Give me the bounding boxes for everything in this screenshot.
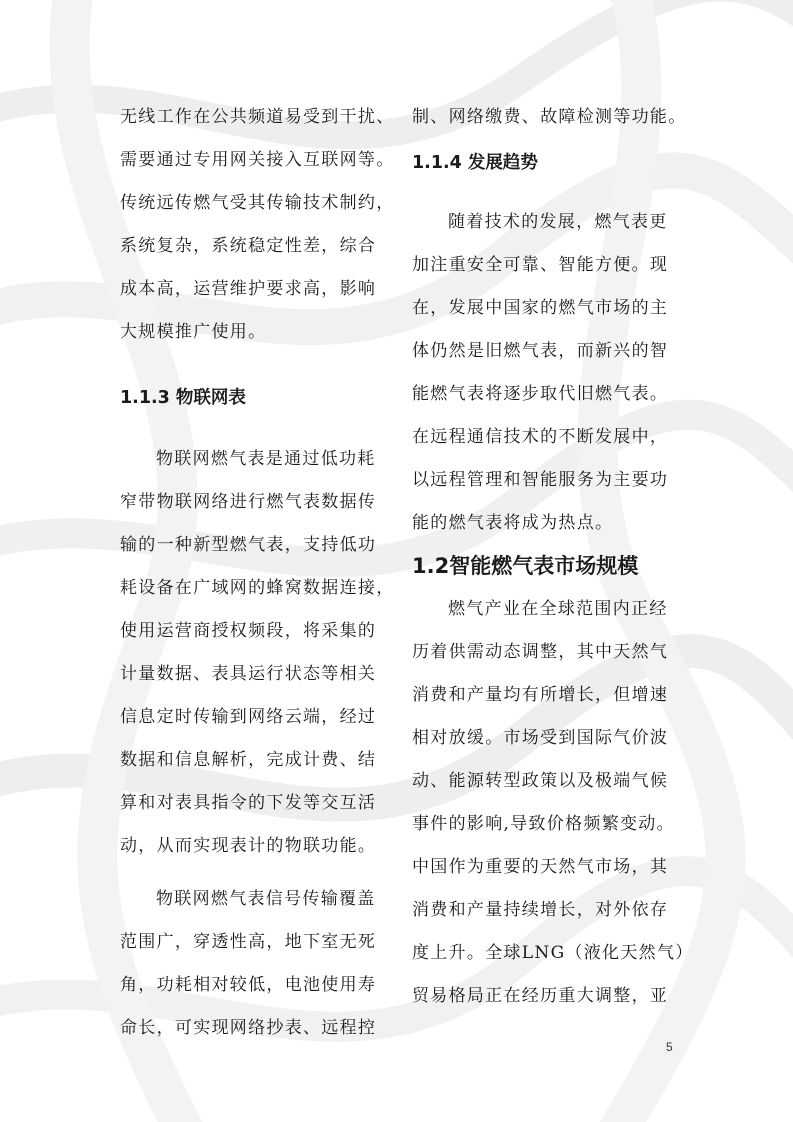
text-line: 度上升。全球LNG（液化天然气） bbox=[412, 943, 694, 963]
text-line: 历着供需动态调整，其中天然气 bbox=[412, 642, 669, 662]
text-line: 命长，可实现网络抄表、远程控 bbox=[120, 1018, 377, 1038]
text-line: 消费和产量均有所增长，但增速 bbox=[412, 685, 669, 705]
section-heading-1-1-4: 1.1.4 发展趋势 bbox=[412, 153, 538, 173]
text-line: 贸易格局正在经历重大调整，亚 bbox=[412, 986, 669, 1006]
text-line: 制、网络缴费、故障检测等功能。 bbox=[412, 107, 687, 127]
text-line: 成本高，运营维护要求高，影响 bbox=[120, 279, 377, 299]
text-line: 信息定时传输到网络云端，经过 bbox=[120, 707, 377, 727]
text-line: 算和对表具指令的下发等交互活 bbox=[120, 793, 377, 813]
section-heading-1-2: 1.2智能燃气表市场规模 bbox=[412, 554, 639, 578]
text-line: 燃气产业在全球范围内正经 bbox=[448, 599, 668, 619]
text-line: 相对放缓。市场受到国际气价波 bbox=[412, 728, 669, 748]
text-line: 无线工作在公共频道易受到干扰、 bbox=[120, 107, 395, 127]
text-line: 大规模推广使用。 bbox=[120, 322, 267, 342]
text-line: 随着技术的发展，燃气表更 bbox=[448, 212, 668, 232]
text-line: 使用运营商授权频段，将采集的 bbox=[120, 621, 377, 641]
text-line: 消费和产量持续增长，对外依存 bbox=[412, 900, 669, 920]
text-line: 加注重安全可靠、智能方便。现 bbox=[412, 255, 669, 275]
text-line: 事件的影响,导致价格频繁变动。 bbox=[412, 814, 675, 834]
text-line: 数据和信息解析，完成计费、结 bbox=[120, 750, 377, 770]
text-line: 窄带物联网络进行燃气表数据传 bbox=[120, 492, 377, 512]
text-line: 输的一种新型燃气表，支持低功 bbox=[120, 535, 377, 555]
text-line: 系统复杂，系统稳定性差，综合 bbox=[120, 236, 377, 256]
text-line: 物联网燃气表是通过低功耗 bbox=[156, 449, 376, 469]
text-line: 需要通过专用网关接入互联网等。 bbox=[120, 150, 395, 170]
left-column bbox=[120, 96, 395, 1050]
text-line: 能燃气表将逐步取代旧燃气表。 bbox=[412, 384, 669, 404]
text-line: 物联网燃气表信号传输覆盖 bbox=[156, 889, 376, 909]
text-line: 动，从而实现表计的物联功能。 bbox=[120, 836, 377, 856]
paragraph-gap bbox=[120, 868, 392, 878]
text-line: 在远程通信技术的不断发展中， bbox=[412, 427, 669, 447]
text-line: 在，发展中国家的燃气市场的主 bbox=[412, 298, 669, 318]
text-line: 以远程管理和智能服务为主要功 bbox=[412, 470, 669, 490]
text-line: 体仍然是旧燃气表，而新兴的智 bbox=[412, 341, 669, 361]
right-column bbox=[412, 96, 694, 1018]
section-heading-1-1-3: 1.1.3 物联网表 bbox=[120, 388, 246, 408]
text-line: 传统远传燃气受其传输技术制约， bbox=[120, 193, 395, 213]
text-line: 计量数据、表具运行状态等相关 bbox=[120, 664, 377, 684]
text-line: 角，功耗相对较低，电池使用寿 bbox=[120, 975, 377, 995]
text-line: 耗设备在广域网的蜂窝数据连接， bbox=[120, 578, 395, 598]
page-number: 5 bbox=[666, 1040, 673, 1054]
text-line: 中国作为重要的天然气市场，其 bbox=[412, 857, 669, 877]
text-line: 动、能源转型政策以及极端气候 bbox=[412, 771, 669, 791]
text-line: 能的燃气表将成为热点。 bbox=[412, 513, 614, 533]
text-line: 范围广，穿透性高，地下室无死 bbox=[120, 932, 377, 952]
